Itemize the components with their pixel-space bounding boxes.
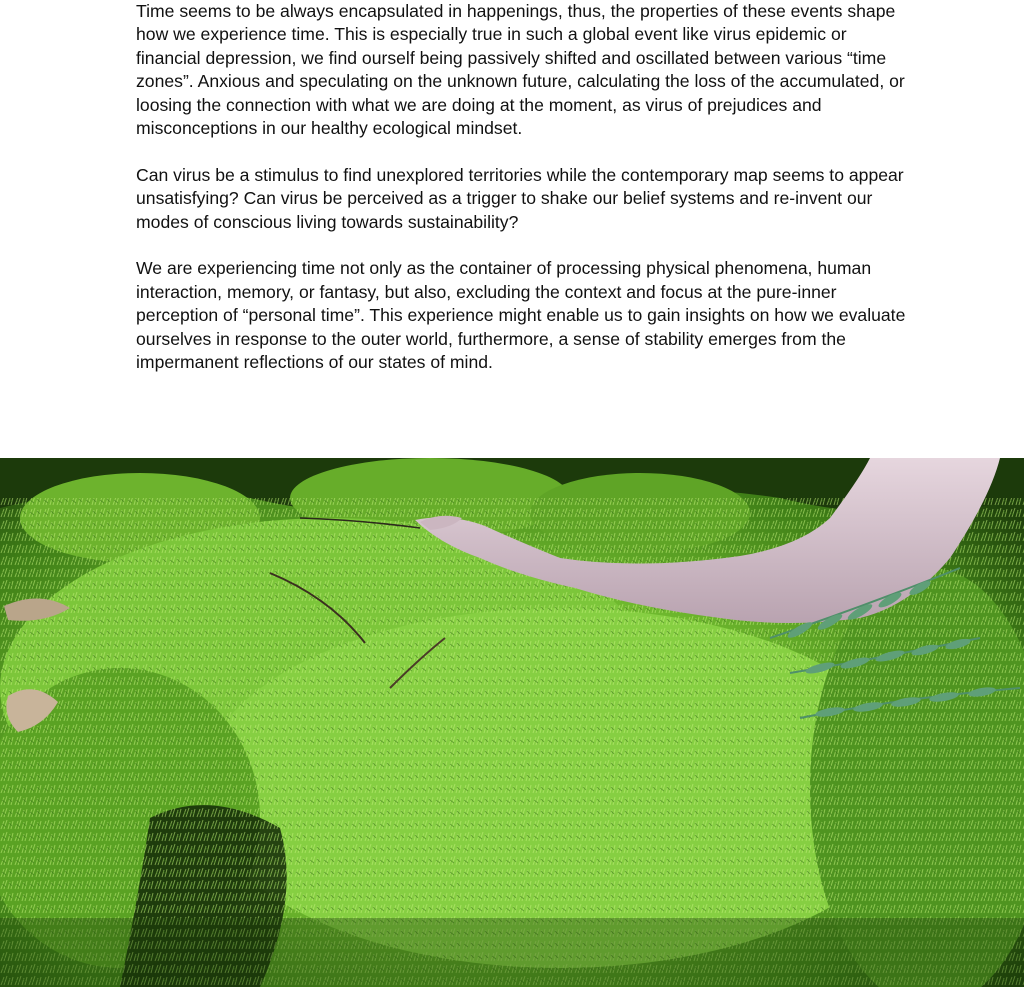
article-text (136, 0, 916, 398)
bottom-vignette (0, 918, 1024, 987)
paragraph-3: We are experiencing time not only as the container of processing physical phenomena, human interaction, memory, or fantasy, but also, excluding the context and focus at the pure-inner perception of “personal time”. This experience might enable us to gain insights on how we evaluate ourselves in response to the outer world, furthermore, a sense of stability emerges from the impermanent reflections of our states of mind. (136, 258, 906, 373)
paragraph-1: Time seems to be always encapsulated in happenings, thus, the properties of these events shape how we experience time. This is especially true in such a global event like virus epidemic or financial depression, we find ourself being passively shifted and oscillated between various “time zones”. Anxious and speculating on the unknown future, calculating the loss of the accumulated, or loosing the connection with what we are doing at the moment, as virus of prejudices and misconceptions in our healthy ecological mindset. (136, 1, 905, 139)
moss-photo-illustration (0, 458, 1024, 987)
paragraph-2: Can virus be a stimulus to find unexplored territories while the contemporary map seems to appear unsatisfying? Can virus be perceived as a trigger to shake our belief systems and re-invent our modes of conscious living towards sustainability? (136, 164, 904, 232)
moss-photo (0, 458, 1024, 987)
